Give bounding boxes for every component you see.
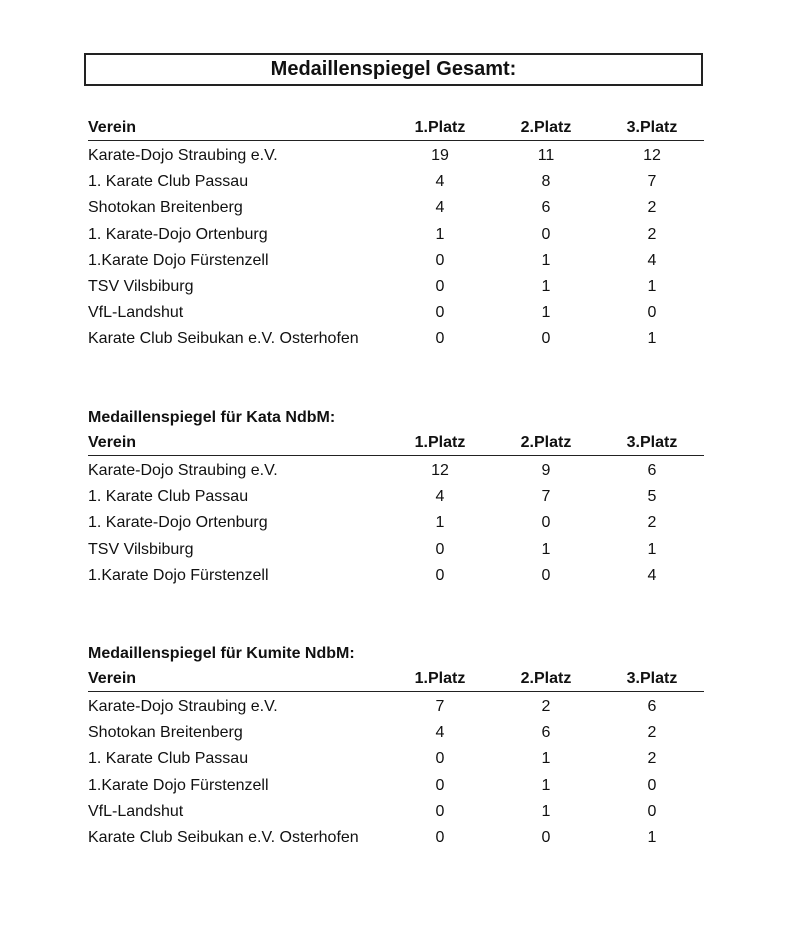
club-name: 1.Karate Dojo Fürstenzell [88, 776, 269, 794]
medal-count-platz-3: 1 [647, 540, 657, 558]
medal-count-platz-3: 4 [647, 251, 657, 269]
club-name: Karate-Dojo Straubing e.V. [88, 147, 278, 164]
medal-count-platz-3: 2 [647, 750, 657, 768]
table-row [88, 563, 704, 589]
medal-count-platz-2: 9 [541, 462, 551, 479]
medal-count-platz-1: 0 [435, 277, 445, 295]
medal-count-platz-1: 4 [435, 488, 445, 506]
section-title: Medaillenspiegel für Kumite NdbM: [88, 645, 355, 662]
medal-table-kata [88, 405, 704, 589]
medal-count-platz-2: 0 [541, 514, 551, 532]
column-header-platz-3: 3.Platz [626, 434, 678, 451]
club-name: VfL-Landshut [88, 304, 184, 322]
table-row [88, 143, 704, 169]
medal-count-platz-2: 8 [541, 173, 551, 191]
medal-count-platz-2: 6 [541, 724, 551, 742]
section-title: Medaillenspiegel für Kata NdbM: [88, 409, 336, 426]
medal-count-platz-1: 0 [435, 540, 445, 558]
table-row [88, 248, 704, 274]
medal-count-platz-3: 2 [647, 225, 657, 243]
table-row [88, 195, 704, 221]
medal-count-platz-1: 0 [435, 828, 445, 846]
medal-count-platz-1: 0 [435, 304, 445, 322]
medal-table-gesamt [88, 116, 704, 353]
table-row [88, 746, 704, 772]
table-row [88, 537, 704, 563]
medal-count-platz-2: 1 [541, 251, 551, 269]
table-header-row [88, 431, 704, 456]
medal-count-platz-2: 0 [541, 330, 551, 348]
column-header-verein: Verein [88, 670, 137, 687]
table-row [88, 274, 704, 300]
column-header-platz-3: 3.Platz [626, 670, 678, 687]
club-name: TSV Vilsbiburg [88, 540, 194, 558]
club-name: Karate Club Seibukan e.V. Osterhofen [88, 828, 359, 846]
medal-count-platz-1: 4 [435, 173, 445, 191]
medal-count-platz-2: 0 [541, 828, 551, 846]
medal-table-kumite [88, 641, 704, 851]
medal-count-platz-2: 0 [541, 566, 551, 584]
medal-count-platz-2: 1 [541, 540, 551, 558]
column-header-platz-2: 2.Platz [520, 670, 572, 687]
club-name: 1. Karate Club Passau [88, 173, 249, 191]
medal-count-platz-3: 5 [647, 488, 657, 506]
column-header-verein: Verein [88, 119, 137, 136]
medal-count-platz-1: 12 [431, 462, 449, 479]
table-row [88, 825, 704, 851]
table-row [88, 773, 704, 799]
medal-count-platz-1: 0 [435, 750, 445, 768]
medal-count-platz-2: 7 [541, 488, 551, 506]
club-name: Shotokan Breitenberg [88, 724, 243, 742]
table-row [88, 169, 704, 195]
medal-count-platz-3: 0 [647, 776, 657, 794]
medal-count-platz-3: 1 [647, 828, 657, 846]
medal-count-platz-3: 12 [643, 147, 661, 164]
medal-count-platz-3: 2 [647, 724, 657, 742]
medal-count-platz-3: 0 [647, 304, 657, 322]
medal-count-platz-3: 1 [647, 277, 657, 295]
club-name: 1. Karate-Dojo Ortenburg [88, 225, 268, 243]
medal-count-platz-1: 4 [435, 199, 445, 217]
club-name: 1. Karate-Dojo Ortenburg [88, 514, 268, 532]
table-row [88, 458, 704, 484]
table-row [88, 720, 704, 746]
medal-count-platz-1: 0 [435, 776, 445, 794]
medal-count-platz-2: 1 [541, 277, 551, 295]
medal-count-platz-2: 1 [541, 776, 551, 794]
medal-count-platz-1: 7 [435, 698, 445, 715]
medal-count-platz-2: 1 [541, 802, 551, 820]
medal-count-platz-3: 7 [647, 173, 657, 191]
club-name: 1.Karate Dojo Fürstenzell [88, 251, 269, 269]
column-header-platz-2: 2.Platz [520, 119, 572, 136]
medal-count-platz-2: 1 [541, 750, 551, 768]
medal-count-platz-1: 0 [435, 251, 445, 269]
table-row [88, 510, 704, 536]
medal-count-platz-2: 0 [541, 225, 551, 243]
medal-count-platz-3: 1 [647, 330, 657, 348]
column-header-platz-2: 2.Platz [520, 434, 572, 451]
column-header-platz-1: 1.Platz [414, 434, 466, 451]
medal-count-platz-1: 0 [435, 802, 445, 820]
medal-count-platz-3: 6 [647, 698, 657, 715]
table-row [88, 222, 704, 248]
club-name: TSV Vilsbiburg [88, 277, 194, 295]
medal-count-platz-3: 6 [647, 462, 657, 479]
table-row [88, 300, 704, 326]
medal-count-platz-1: 1 [435, 225, 445, 243]
medal-count-platz-1: 4 [435, 724, 445, 742]
club-name: Karate Club Seibukan e.V. Osterhofen [88, 330, 359, 348]
table-row [88, 694, 704, 720]
table-row [88, 484, 704, 510]
table-header-row [88, 667, 704, 692]
table-row [88, 326, 704, 352]
medal-count-platz-2: 11 [537, 147, 555, 164]
medal-count-platz-1: 0 [435, 566, 445, 584]
medal-count-platz-3: 2 [647, 199, 657, 217]
club-name: 1. Karate Club Passau [88, 750, 249, 768]
club-name: Karate-Dojo Straubing e.V. [88, 698, 278, 715]
table-header-row [88, 116, 704, 141]
medal-count-platz-1: 0 [435, 330, 445, 348]
table-row [88, 799, 704, 825]
medal-count-platz-2: 2 [541, 698, 551, 715]
club-name: Shotokan Breitenberg [88, 199, 243, 217]
medal-count-platz-2: 6 [541, 199, 551, 217]
page-title: Medaillenspiegel Gesamt: [84, 53, 703, 86]
club-name: Karate-Dojo Straubing e.V. [88, 462, 278, 479]
medal-count-platz-3: 0 [647, 802, 657, 820]
club-name: 1.Karate Dojo Fürstenzell [88, 566, 269, 584]
medal-count-platz-1: 19 [431, 147, 449, 164]
club-name: VfL-Landshut [88, 802, 184, 820]
column-header-platz-1: 1.Platz [414, 119, 466, 136]
column-header-platz-3: 3.Platz [626, 119, 678, 136]
medal-count-platz-1: 1 [435, 514, 445, 532]
medal-count-platz-3: 4 [647, 566, 657, 584]
column-header-verein: Verein [88, 434, 137, 451]
medal-count-platz-2: 1 [541, 304, 551, 322]
club-name: 1. Karate Club Passau [88, 488, 249, 506]
column-header-platz-1: 1.Platz [414, 670, 466, 687]
medal-count-platz-3: 2 [647, 514, 657, 532]
